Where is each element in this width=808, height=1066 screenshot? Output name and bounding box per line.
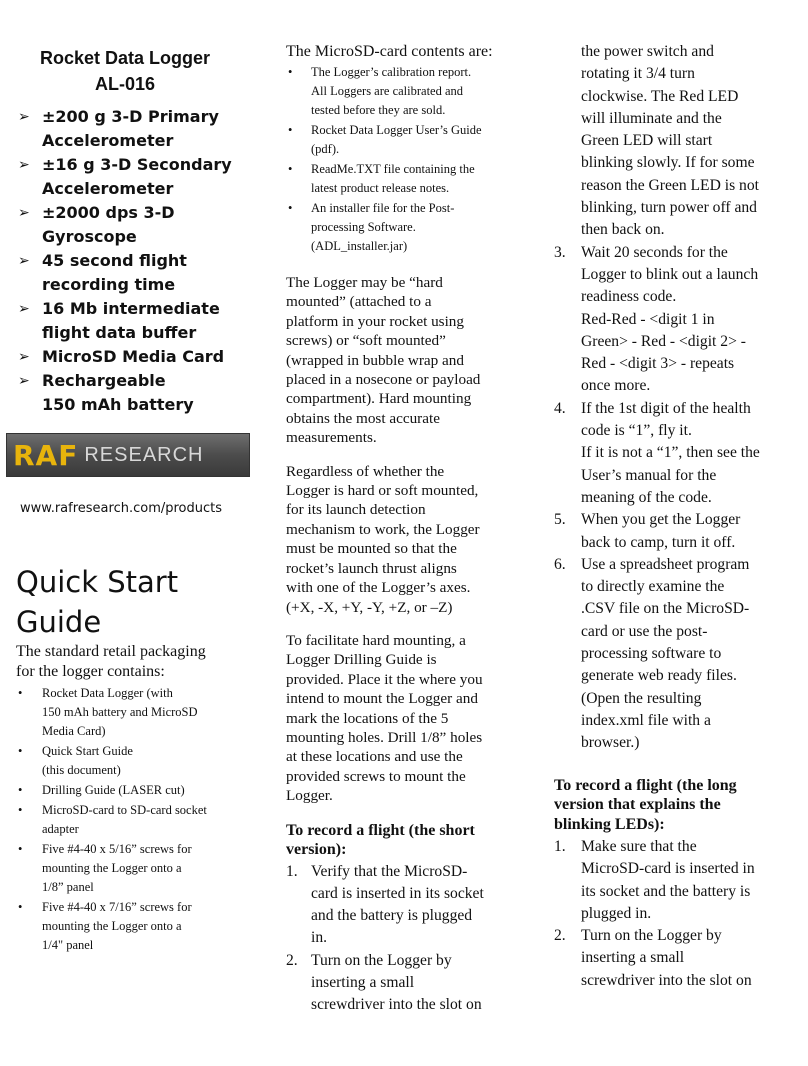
mounting-paragraph — [286, 273, 510, 448]
step-line: the power switch and — [581, 43, 714, 60]
heading-line: To record a flight (the long — [554, 776, 737, 794]
short-version-heading — [286, 821, 510, 859]
paragraph-line: rocket’s launch thrust aligns — [286, 559, 457, 577]
feature-item — [16, 153, 266, 201]
package-item-line: • Drilling Guide (LASER cut) — [42, 783, 185, 797]
website-url[interactable]: www.rafresearch.com/products — [20, 501, 223, 516]
intro-line: The standard retail packaging — [16, 643, 206, 660]
paragraph-line: mounted” (attached to a — [286, 293, 432, 311]
step-line: clockwise. The Red LED — [581, 87, 739, 105]
paragraph-line: at these locations and use the — [286, 748, 463, 766]
package-item-line: 1/8” panel — [42, 880, 94, 894]
feature-item — [16, 369, 266, 417]
paragraph-line: screws) or “soft mounted” — [286, 332, 446, 350]
heading-line: version): — [286, 840, 347, 858]
middle-column — [286, 0, 510, 1017]
feature-list — [16, 105, 266, 417]
step-item — [554, 554, 790, 755]
product-title — [16, 45, 234, 97]
package-item-line: • Five #4-40 x 5/16” screws for — [42, 842, 192, 856]
step-item — [554, 398, 790, 509]
paragraph-line: mechanism to work, the Logger — [286, 520, 480, 538]
step-line: meaning of the code. — [581, 488, 712, 506]
microsd-item-line: • Rocket Data Logger User’s Guide — [311, 123, 482, 137]
step-line: reason the Green LED is not — [581, 176, 759, 194]
step-item — [554, 836, 790, 925]
step-line: plugged in. — [581, 904, 652, 922]
step-line: blinking, turn power off and — [581, 199, 757, 217]
microsd-item-line: • The Logger’s calibration report. — [311, 65, 472, 79]
step-line: processing software to — [581, 645, 722, 663]
step-line: User’s manual for the — [581, 466, 717, 484]
step-line: to directly examine the — [581, 578, 725, 596]
step-line: Use a spreadsheet program — [581, 555, 750, 573]
package-item — [16, 684, 266, 741]
step-line: rotating it 3/4 turn — [581, 65, 695, 83]
arrow-bullet-icon: ➢ — [18, 373, 30, 389]
step-line: Wait 20 seconds for the — [581, 243, 728, 261]
microsd-contents-list — [286, 63, 510, 256]
step-item — [286, 950, 510, 1017]
step-line: screwdriver into the slot on — [311, 996, 482, 1014]
step-line: readiness code. — [581, 288, 677, 306]
paragraph-line: mounting holes. Drill 1/8” holes — [286, 728, 483, 746]
step-number: 4. — [554, 399, 566, 417]
product-name: Rocket Data Logger — [39, 48, 211, 68]
product-model: AL-016 — [94, 74, 156, 94]
step-number: 6. — [554, 555, 566, 573]
package-item — [16, 801, 266, 839]
feature-item — [16, 297, 266, 345]
paragraph-line: compartment). Hard mounting — [286, 390, 472, 408]
axes-paragraph — [286, 462, 510, 617]
arrow-bullet-icon: ➢ — [18, 349, 30, 365]
step-line: generate web ready files. — [581, 667, 737, 685]
step-continuation — [554, 41, 790, 242]
paragraph-line: obtains the most accurate — [286, 409, 440, 427]
feature-line: ±16 g 3-D Secondary — [42, 155, 232, 174]
long-version-steps — [554, 836, 790, 992]
packaging-intro — [16, 642, 266, 682]
step-number: 5. — [554, 511, 566, 529]
paragraph-line: mark the locations of the 5 — [286, 709, 449, 727]
step-line: Logger to blink out a launch — [581, 265, 759, 283]
feature-line: ±2000 dps 3-D — [42, 203, 175, 222]
step-line: Make sure that the — [581, 838, 697, 855]
paragraph-line: platform in your rocket using — [286, 312, 464, 330]
paragraph-line: Logger Drilling Guide is — [286, 651, 437, 669]
paragraph-line: intend to mount the Logger and — [286, 690, 478, 708]
step-number: 1. — [286, 862, 298, 880]
feature-line: Accelerometer — [42, 179, 174, 198]
step-line: Turn on the Logger by — [581, 927, 722, 945]
microsd-item-line: tested before they are sold. — [311, 103, 446, 117]
paragraph-line: (wrapped in bubble wrap and — [286, 351, 464, 369]
quick-start-title — [16, 562, 266, 642]
step-item — [554, 925, 790, 992]
step-line: card or use the post- — [581, 622, 708, 640]
step-line: Red-Red - <digit 1 in — [581, 310, 715, 328]
feature-line: recording time — [42, 275, 176, 294]
microsd-item — [286, 160, 510, 198]
paragraph-line: must be mounted so that the — [286, 540, 457, 558]
step-line: its socket and the battery is — [581, 882, 751, 900]
step-number: 2. — [554, 927, 566, 945]
microsd-item-line: (pdf). — [311, 142, 340, 156]
package-item-line: 1/4" panel — [42, 938, 94, 952]
step-item — [554, 509, 790, 554]
raf-research-logo — [6, 433, 250, 477]
paragraph-line: To facilitate hard mounting, a — [286, 631, 466, 649]
step-line: If it is not a “1”, then see the — [581, 444, 760, 462]
microsd-contents-heading: The MicroSD-card contents are: — [286, 43, 493, 60]
microsd-item — [286, 199, 510, 256]
package-item-line: mounting the Logger onto a — [42, 919, 182, 933]
package-item-line: • MicroSD-card to SD-card socket — [42, 803, 207, 817]
step-line: Green> - Red - <digit 2> - — [581, 332, 746, 350]
heading-line: version that explains the — [554, 796, 721, 813]
step-line: in. — [311, 929, 328, 947]
step-line: Red - <digit 3> - repeats — [581, 355, 735, 373]
feature-line: Accelerometer — [42, 131, 174, 150]
step-line: (Open the resulting — [581, 689, 702, 707]
arrow-bullet-icon: ➢ — [18, 205, 30, 221]
microsd-item — [286, 63, 510, 120]
step-item — [286, 861, 510, 950]
long-version-heading — [554, 776, 790, 835]
feature-line: Gyroscope — [42, 227, 137, 246]
paragraph-line: Logger is hard or soft mounted, — [286, 482, 479, 500]
feature-line: ±200 g 3-D Primary — [42, 107, 219, 126]
package-item-line: mounting the Logger onto a — [42, 861, 182, 875]
package-item — [16, 898, 266, 955]
step-line: If the 1st digit of the health — [581, 399, 751, 417]
package-item-line: 150 mAh battery and MicroSD — [42, 705, 198, 719]
step-line: back to camp, turn it off. — [581, 533, 736, 551]
quick-start-title-line1: Quick Start — [16, 565, 179, 599]
step-item — [554, 242, 790, 398]
paragraph-line: Regardless of whether the — [286, 462, 445, 480]
step-number: 3. — [554, 243, 566, 261]
package-item-line: • Rocket Data Logger (with — [42, 686, 173, 700]
step-line: code is “1”, fly it. — [581, 422, 692, 440]
step-line: browser.) — [581, 734, 640, 752]
feature-line: Rechargeable — [42, 371, 166, 390]
paragraph-line: provided screws to mount the — [286, 767, 466, 785]
feature-item — [16, 105, 266, 153]
feature-item — [16, 201, 266, 249]
package-item — [16, 781, 266, 800]
package-item-line: adapter — [42, 822, 79, 836]
heading-line: blinking LEDs): — [554, 815, 665, 833]
logo-research-text: RESEARCH — [84, 443, 204, 466]
heading-line: To record a flight (the short — [286, 821, 475, 839]
microsd-item-line: All Loggers are calibrated and — [311, 84, 464, 98]
step-line: When you get the Logger — [581, 511, 741, 529]
step-line: then back on. — [581, 221, 665, 239]
arrow-bullet-icon: ➢ — [18, 157, 30, 173]
short-version-steps — [286, 861, 510, 1017]
logo-raf-text: RAF — [13, 438, 79, 472]
step-line: index.xml file with a — [581, 711, 711, 729]
package-item-line: (this document) — [42, 763, 121, 777]
step-line: will illuminate and the — [581, 109, 722, 127]
microsd-item-line: • ReadMe.TXT file containing the — [311, 162, 475, 176]
package-item — [16, 742, 266, 780]
step-line: blinking slowly. If for some — [581, 154, 755, 172]
feature-item — [16, 249, 266, 297]
step-line: MicroSD-card is inserted in — [581, 860, 755, 878]
step-line: card is inserted in its socket — [311, 884, 484, 902]
feature-line: 45 second flight — [42, 251, 187, 270]
step-line: inserting a small — [581, 949, 685, 967]
paragraph-line: with one of the Logger’s axes. — [286, 579, 471, 597]
step-number: 1. — [554, 838, 566, 855]
microsd-item — [286, 121, 510, 159]
short-version-steps-continued — [554, 41, 790, 755]
feature-line: flight data buffer — [42, 323, 197, 342]
step-line: Turn on the Logger by — [311, 951, 452, 969]
feature-line: MicroSD Media Card — [42, 347, 225, 366]
intro-line: for the logger contains: — [16, 663, 165, 680]
paragraph-line: The Logger may be “hard — [286, 274, 443, 291]
feature-item — [16, 345, 266, 369]
paragraph-line: Logger. — [286, 787, 333, 805]
feature-line: 150 mAh battery — [42, 395, 194, 414]
arrow-bullet-icon: ➢ — [18, 253, 30, 269]
microsd-item-line: processing Software. — [311, 220, 416, 234]
quick-start-title-line2: Guide — [16, 605, 102, 639]
left-column — [13, 0, 266, 956]
package-item — [16, 840, 266, 897]
step-number: 2. — [286, 951, 298, 969]
step-line: .CSV file on the MicroSD- — [581, 600, 750, 618]
package-item-line: Media Card) — [42, 724, 106, 738]
package-item-line: • Five #4-40 x 7/16” screws for — [42, 900, 192, 914]
paragraph-line: for its launch detection — [286, 501, 426, 519]
paragraph-line: measurements. — [286, 429, 377, 447]
step-line: and the battery is plugged — [311, 907, 473, 925]
paragraph-line: placed in a nosecone or payload — [286, 371, 481, 389]
right-column — [554, 0, 790, 992]
package-item-line: • Quick Start Guide — [42, 744, 133, 758]
step-line: inserting a small — [311, 974, 415, 992]
arrow-bullet-icon: ➢ — [18, 109, 30, 125]
microsd-item-line: latest product release notes. — [311, 181, 450, 195]
feature-line: 16 Mb intermediate — [42, 299, 220, 318]
step-line: Verify that the MicroSD- — [311, 862, 468, 880]
step-line: screwdriver into the slot on — [581, 971, 752, 989]
paragraph-line: provided. Place it the where you — [286, 670, 483, 688]
step-line: once more. — [581, 377, 651, 395]
package-contents-list — [16, 684, 266, 955]
drilling-paragraph — [286, 631, 510, 806]
paragraph-line: (+X, -X, +Y, -Y, +Z, or –Z) — [286, 598, 453, 616]
microsd-item-line: • An installer file for the Post- — [311, 201, 455, 215]
step-line: Green LED will start — [581, 132, 713, 150]
arrow-bullet-icon: ➢ — [18, 301, 30, 317]
microsd-item-line: (ADL_installer.jar) — [311, 239, 408, 253]
